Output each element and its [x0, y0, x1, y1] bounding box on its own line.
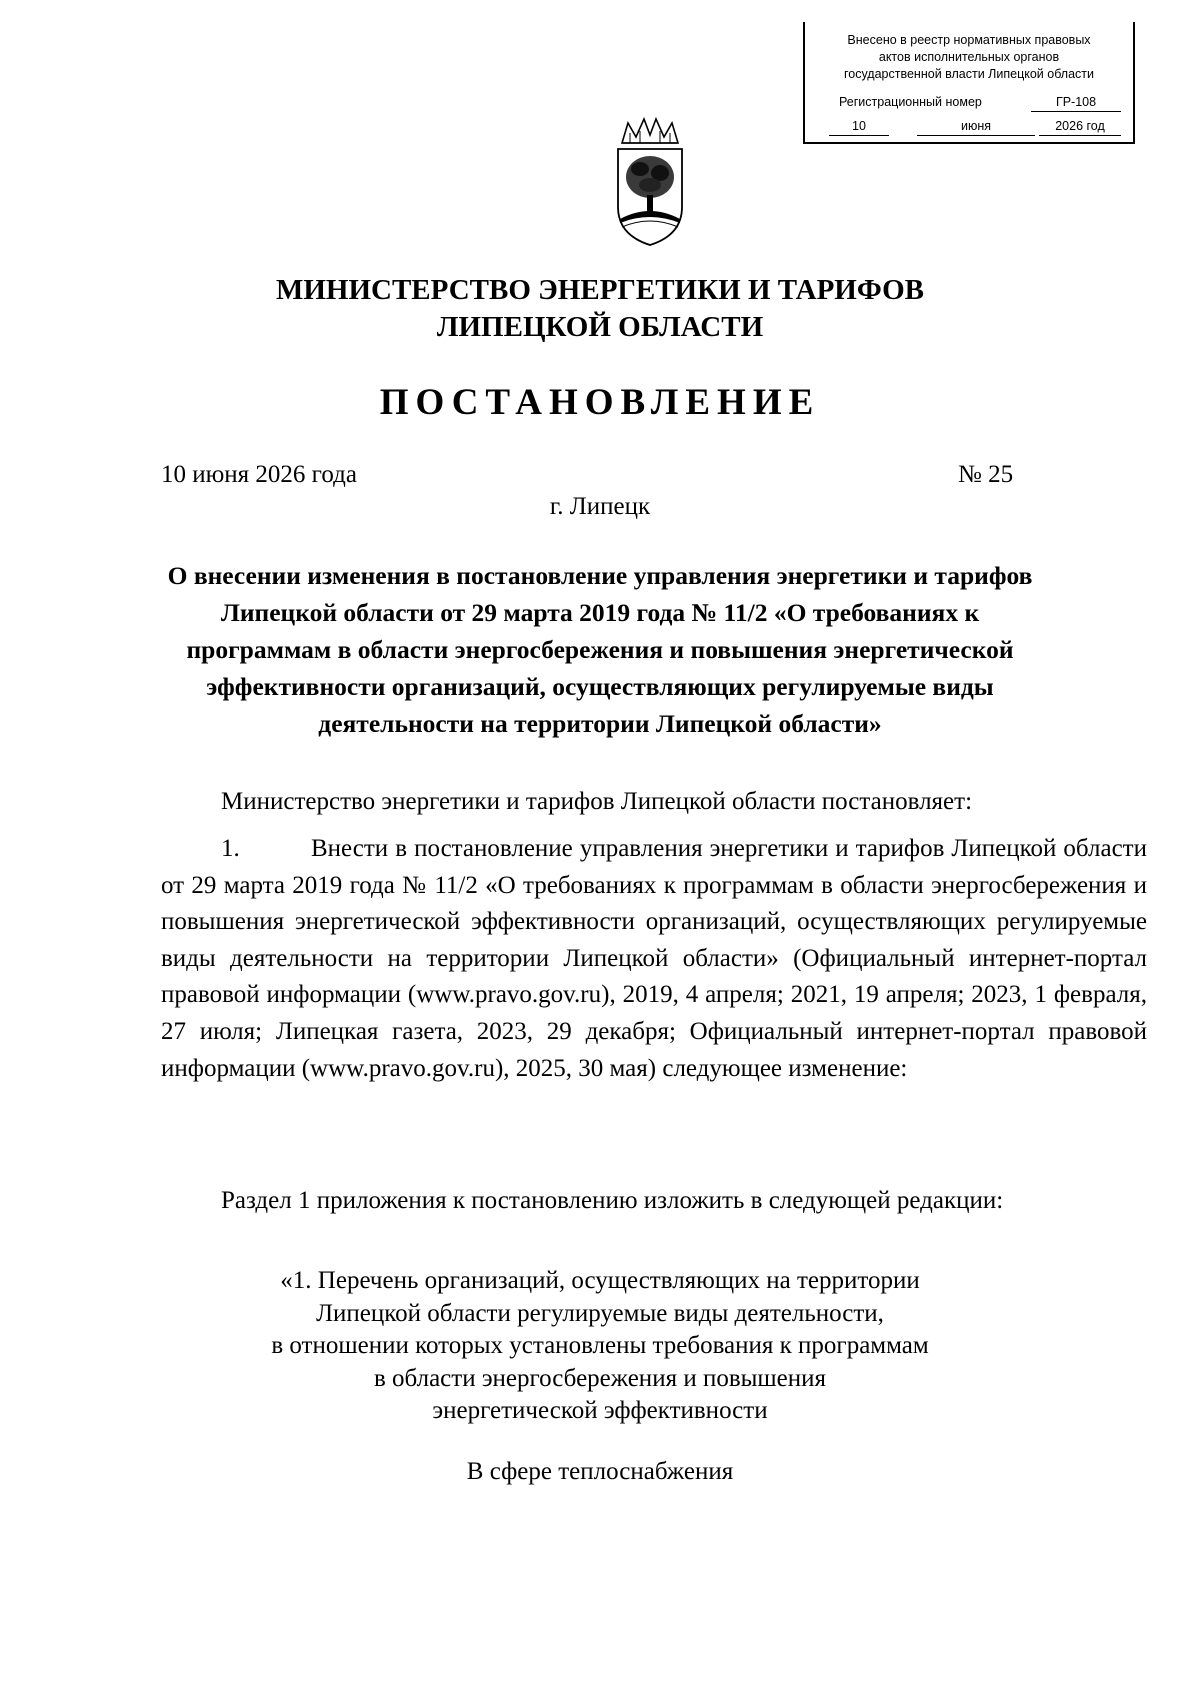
stamp-registration-number: ГР-108	[1031, 94, 1121, 112]
lipetsk-coat-of-arms-icon	[610, 115, 690, 250]
preamble: Министерство энергетики и тарифов Липецкой области постановляет:	[221, 788, 973, 815]
stamp-year: 2026 год	[1039, 118, 1121, 136]
quoted-heading-line-5: энергетической эффективности	[432, 1397, 768, 1424]
quoted-heading	[0, 1265, 1200, 1428]
quoted-heading-line-3: в отношении которых установлены требования к программам	[271, 1332, 929, 1359]
ministry-name	[0, 272, 1200, 346]
quoted-heading-line-1: «1. Перечень организаций, осуществляющих на территории	[280, 1267, 920, 1294]
ministry-name-line-2: ЛИПЕЦКОЙ ОБЛАСТИ	[436, 311, 764, 343]
ministry-name-line-1: МИНИСТЕРСТВО ЭНЕРГЕТИКИ И ТАРИФОВ	[275, 274, 925, 306]
item-1	[161, 831, 1147, 1087]
document-date: 10 июня 2026 года	[161, 461, 357, 488]
quoted-heading-line-2: Липецкой области регулируемые виды деятельности,	[316, 1299, 884, 1327]
subheading-heat-supply: В сфере теплоснабжения	[466, 1458, 734, 1485]
document-number: № 25	[958, 461, 1014, 488]
stamp-month: июня	[917, 118, 1035, 136]
document-type: ПОСТАНОВЛЕНИЕ	[379, 382, 821, 423]
stamp-registration-row	[819, 94, 1121, 114]
stamp-day: 10	[829, 118, 889, 136]
registry-stamp	[803, 22, 1135, 144]
item-1-number: 1.	[221, 835, 240, 862]
document-title: О внесении изменения в постановление управления энергетики и тарифов Липецкой области от 29 марта 2019 года № 11/2 «О требованиях к программам в области энергосбережения и повышения энергетической эффективности организаций, осуществляющих регулируемые виды деятельности на территории Липецкой области»	[167, 561, 1033, 738]
document-city: г. Липецк	[549, 493, 651, 520]
stamp-line-3: государственной власти Липецкой области	[843, 67, 1095, 81]
section-instruction: Раздел 1 приложения к постановлению изложить в следующей редакции:	[221, 1187, 1004, 1214]
stamp-line-2: актов исполнительных органов	[878, 50, 1060, 64]
quoted-heading-line-4: в области энергосбережения и повышения	[373, 1364, 827, 1392]
stamp-date-row	[819, 118, 1121, 138]
item-1-text: Внести в постановление управления энергетики и тарифов Липецкой области от 29 марта 2019 года № 11/2 «О требованиях к программам в области энергосбережения и повышения энергетической эффективности организаций, осуществляющих регулируемые виды деятельности на территории Липецкой области» (Официальный интернет-портал правовой информации (www.pravo.gov.ru), 2019, 4 апреля; 2021, 19 апреля; 2023, 1 февраля, 27 июля; Липецкая газета, 2023, 29 декабря; Официальный интернет-портал правовой информации (www.pravo.gov.ru), 2025, 30 мая) следующее изменение:	[161, 835, 1147, 1082]
stamp-line-1: Внесено в реестр нормативных правовых	[847, 33, 1091, 47]
stamp-registration-label: Регистрационный номер	[839, 95, 982, 109]
